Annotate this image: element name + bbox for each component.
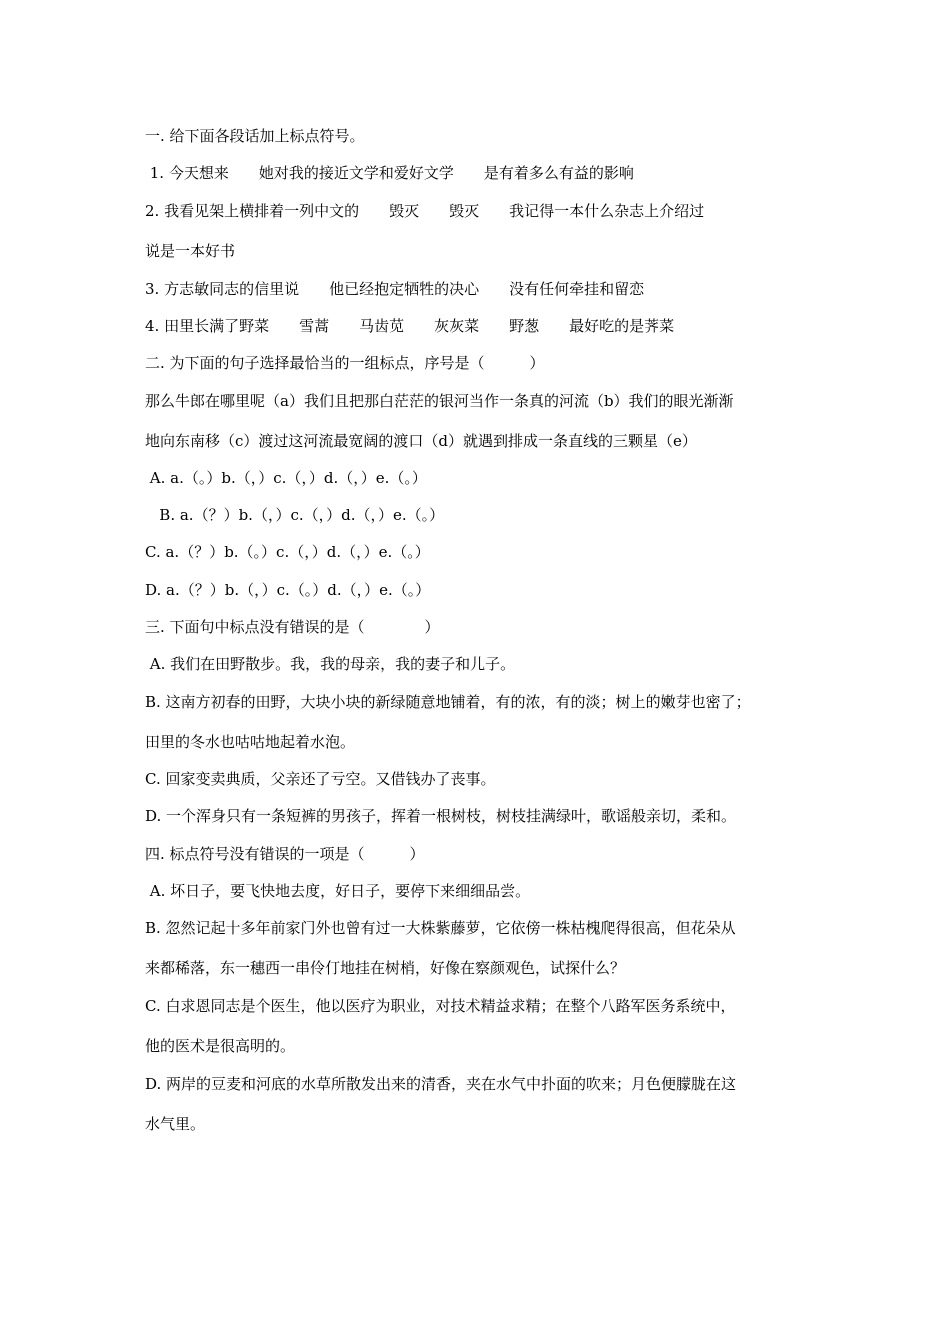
option-4-d-continued: 水气里。 — [145, 1115, 206, 1133]
section-heading-1: 一. 给下面各段话加上标点符号。 — [145, 127, 365, 145]
option-3-b-continued: 田里的冬水也咕咕地起着水泡。 — [145, 733, 356, 751]
option-3-a: A. 我们在田野散步。我，我的母亲，我的妻子和儿子。 — [145, 655, 516, 673]
option-3-b: B. 这南方初春的田野，大块小块的新绿随意地铺着，有的浓，有的淡；树上的嫩芽也密了； — [145, 693, 751, 711]
option-4-c: C. 白求恩同志是个医生，他以医疗为职业，对技术精益求精；在整个八路军医务系统中， — [145, 997, 736, 1015]
passage-2-line-1: 那么牛郎在哪里呢（a）我们且把那白茫茫的银河当作一条真的河流（b）我们的眼光渐渐 — [145, 392, 734, 410]
section-heading-4: 四. 标点符号没有错误的一项是（ ） — [145, 845, 425, 863]
question-1-2: 2. 我看见架上横排着一列中文的 毁灭 毁灭 我记得一本什么杂志上介绍过 — [145, 202, 705, 220]
option-2-d: D. a.（？）b.（，）c.（。）d.（，）e.（。） — [145, 581, 431, 599]
section-heading-2: 二. 为下面的句子选择最恰当的一组标点，序号是（ ） — [145, 354, 545, 372]
question-1-2-continued: 说是一本好书 — [145, 242, 236, 260]
option-4-a: A. 坏日子，要飞快地去度，好日子，要停下来细细品尝。 — [145, 882, 531, 900]
option-2-a: A. a.（。）b.（，）c.（，）d.（，）e.（。） — [145, 469, 427, 487]
option-4-b-continued: 来都稀落，东一穗西一串伶仃地挂在树梢，好像在察颜观色，试探什么？ — [145, 959, 626, 977]
option-2-b: B. a.（？）b.（，）c.（，）d.（，）e.（。） — [145, 506, 445, 524]
passage-2-line-2: 地向东南移（c）渡过这河流最宽阔的渡口（d）就遇到排成一条直线的三颗星（e） — [145, 432, 697, 450]
option-2-c: C. a.（？）b.（。）c.（，）d.（，）e.（。） — [145, 543, 430, 561]
question-1-1: 1. 今天想来 她对我的接近文学和爱好文学 是有着多么有益的影响 — [145, 164, 634, 182]
option-4-b: B. 忽然记起十多年前家门外也曾有过一大株紫藤萝，它依傍一株枯槐爬得很高，但花朵从 — [145, 919, 736, 937]
question-1-3: 3. 方志敏同志的信里说 他已经抱定牺牲的决心 没有任何牵挂和留恋 — [145, 280, 645, 298]
option-3-d: D. 一个浑身只有一条短裤的男孩子，挥着一根树枝，树枝挂满绿叶，歌谣般亲切，柔和。 — [145, 807, 737, 825]
question-1-4: 4. 田里长满了野菜 雪蒿 马齿苋 灰灰菜 野葱 最好吃的是荠菜 — [145, 317, 675, 335]
option-3-c: C. 回家变卖典质，父亲还了亏空。又借钱办了丧事。 — [145, 770, 496, 788]
section-heading-3: 三. 下面句中标点没有错误的是（ ） — [145, 618, 440, 636]
option-4-c-continued: 他的医术是很高明的。 — [145, 1037, 296, 1055]
option-4-d: D. 两岸的豆麦和河底的水草所散发出来的清香，夹在水气中扑面的吹来；月色便朦胧在这 — [145, 1075, 737, 1093]
